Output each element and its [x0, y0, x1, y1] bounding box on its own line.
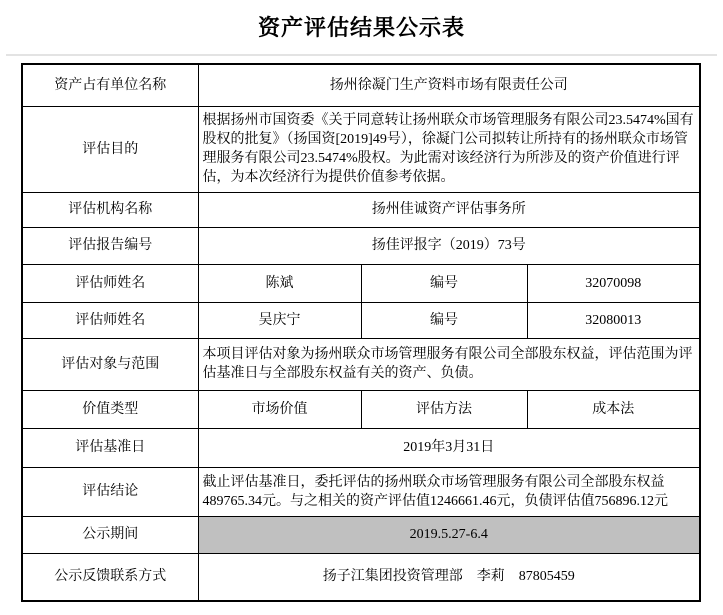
page-title: 资产评估结果公示表 — [257, 15, 465, 40]
value-base-date: 2019年3月31日 — [198, 428, 700, 467]
label-base-date: 评估基准日 — [22, 428, 198, 467]
value-agency-name: 扬州佳诚资产评估事务所 — [198, 192, 700, 227]
table-row — [22, 516, 700, 553]
label-asset-owner-name: 资产占有单位名称 — [22, 64, 198, 106]
value-appraiser-1-name: 陈斌 — [198, 264, 361, 302]
value-appraiser-2-number: 32080013 — [527, 302, 700, 338]
value-valuation-scope: 本项目评估对象为扬州联众市场管理服务有限公司全部股东权益，评估范围为评估基准日与全部股东权益有关的资产、负债。 — [198, 338, 700, 390]
label-valuation-method: 评估方法 — [361, 390, 527, 428]
value-publicity-period: 2019.5.27-6.4 — [198, 516, 700, 553]
label-valuation-scope: 评估对象与范围 — [22, 338, 198, 390]
table-row — [22, 467, 700, 516]
table-row — [22, 338, 700, 390]
value-report-number: 扬佳评报字（2019）73号 — [198, 227, 700, 264]
value-valuation-purpose: 根据扬州市国资委《关于同意转让扬州联众市场管理服务有限公司23.5474%国有股权的批复》（扬国资[2019]49号），徐凝门公司拟转让所持有的扬州联众市场管理服务有限公司23.5474%股权。为此需对该经济行为所涉及的资产价值进行评估，为本次经济行为提供价值参考依据。 — [198, 106, 700, 192]
value-appraiser-2-name: 吴庆宁 — [198, 302, 361, 338]
table-row — [22, 264, 700, 302]
value-conclusion: 截止评估基准日，委托评估的扬州联众市场管理服务有限公司全部股东权益489765.34元。与之相关的资产评估值1246661.46元，负债评估值756896.12元 — [198, 467, 700, 516]
label-report-number: 评估报告编号 — [22, 227, 198, 264]
table-row — [22, 106, 700, 192]
table-row — [22, 553, 700, 601]
label-appraiser-1: 评估师姓名 — [22, 264, 198, 302]
label-valuation-purpose: 评估目的 — [22, 106, 198, 192]
label-feedback-contact: 公示反馈联系方式 — [22, 553, 198, 601]
table-row — [22, 64, 700, 106]
table-row — [22, 390, 700, 428]
label-value-type: 价值类型 — [22, 390, 198, 428]
label-appraiser-2: 评估师姓名 — [22, 302, 198, 338]
table-row — [22, 428, 700, 467]
label-publicity-period: 公示期间 — [22, 516, 198, 553]
top-divider — [6, 54, 717, 56]
table-row — [22, 227, 700, 264]
value-asset-owner-name: 扬州徐凝门生产资料市场有限责任公司 — [198, 64, 700, 106]
label-appraiser-2-number: 编号 — [361, 302, 527, 338]
assessment-table — [21, 63, 701, 602]
label-agency-name: 评估机构名称 — [22, 192, 198, 227]
value-appraiser-1-number: 32070098 — [527, 264, 700, 302]
value-feedback-contact: 扬子江集团投资管理部 李莉 87805459 — [198, 553, 700, 601]
value-valuation-method: 成本法 — [527, 390, 700, 428]
table-row — [22, 192, 700, 227]
label-conclusion: 评估结论 — [22, 467, 198, 516]
value-value-type: 市场价值 — [198, 390, 361, 428]
table-row — [22, 302, 700, 338]
label-appraiser-1-number: 编号 — [361, 264, 527, 302]
